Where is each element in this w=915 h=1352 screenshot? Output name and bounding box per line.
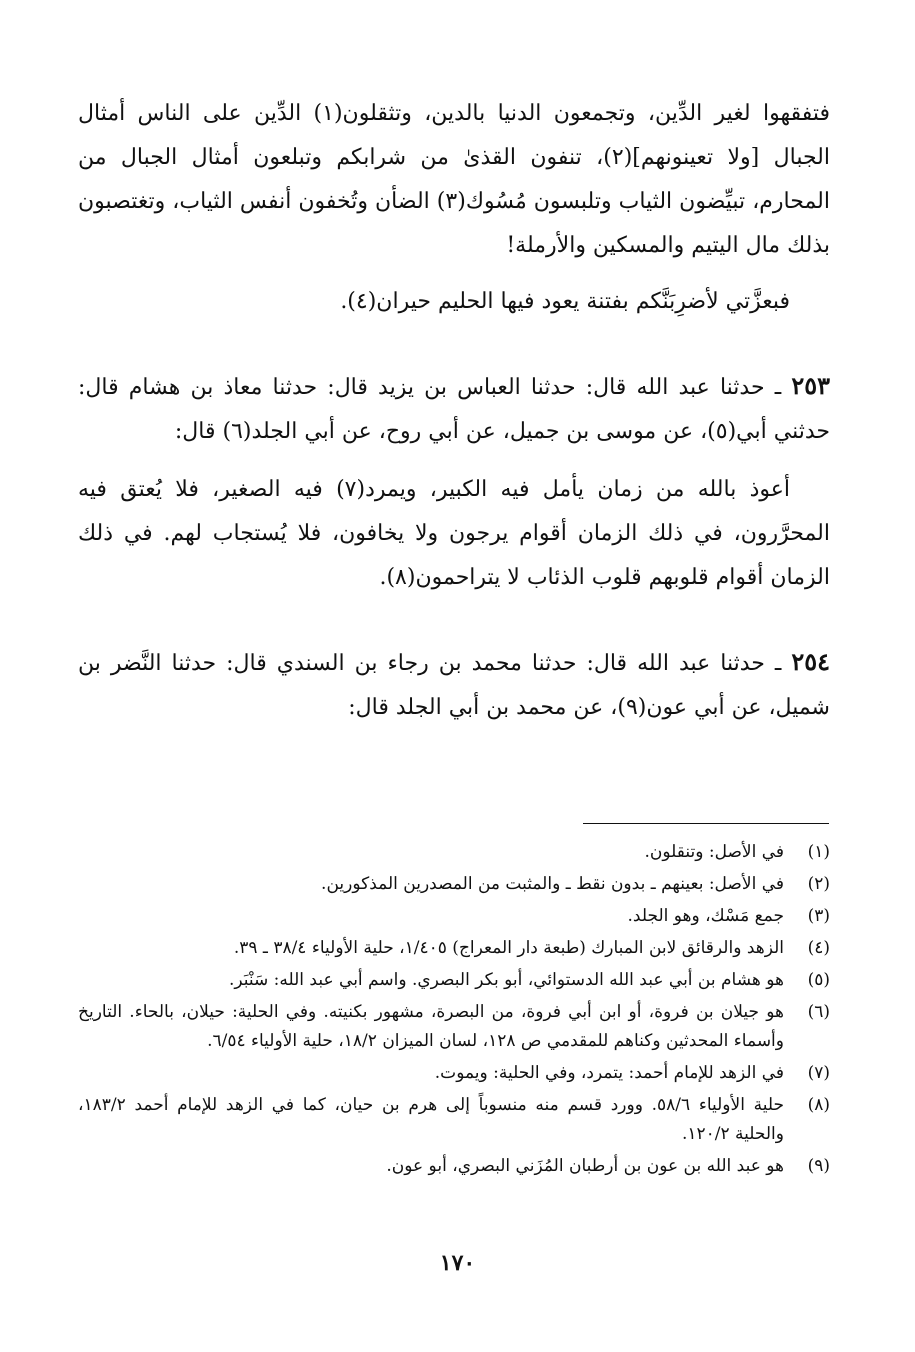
verse-line: فبعزَّتي لأضرِبَنَّكم بفتنة يعود فيها الحليم حيران(٤). — [340, 289, 790, 314]
footnote-text: هو عبد الله بن عون بن أرطبان المُزَني البصري، أبو عون. — [386, 1156, 784, 1176]
footnote — [78, 1152, 830, 1181]
footnote — [78, 966, 830, 995]
footnote-number: (١) — [807, 842, 830, 862]
hadith-253 — [78, 364, 830, 454]
footnote-text: في الزهد للإمام أحمد: يتمرد، وفي الحلية: ويموت. — [434, 1063, 784, 1083]
footnote-text: حلية الأولياء ٥٨/٦. وورد قسم منه منسوباً إلى هرم بن حيان، كما في الزهد للإمام أحمد ١٨٣/٢، والحلية ١٢٠/٢. — [78, 1095, 784, 1144]
footnote-number: (٦) — [807, 1002, 830, 1022]
footnote-number: (٧) — [807, 1063, 830, 1083]
paragraph-1: فتفقهوا لغير الدِّين، وتجمعون الدنيا بالدين، وتثقلون(١) الدِّين على الناس أمثال الجبال [ولا تعينونهم](٢)، تنفون القذىٰ من شرابكم وتبلعون أمثال الجبال من المحارم، تبيِّضون الثياب وتلبسون مُسُوك(٣) الضأن وتُخفون أنفس الثياب، وتغتصبون بذلك مال اليتيم والمسكين والأرملة! — [78, 101, 831, 258]
hadith-number-253: ٢٥٣ — [791, 371, 830, 400]
footnote — [78, 934, 830, 963]
hadith-254-text: ـ حدثنا عبد الله قال: حدثنا محمد بن رجاء بن السندي قال: حدثنا النَّضر بن شميل، عن أبي عون(٩)، عن محمد بن أبي الجلد قال: — [78, 651, 830, 720]
footnote — [78, 838, 830, 867]
footnote-text: في الأصل: وتنقلون. — [644, 842, 784, 862]
footnote — [78, 998, 830, 1056]
footnotes — [78, 838, 830, 1184]
page-number: ١٧٠ — [439, 1250, 476, 1276]
footnote-number: (٨) — [807, 1095, 830, 1115]
footnote-text: هو جيلان بن فروة، أو ابن أبي فروة، من البصرة، مشهور بكنيته. وفي الحلية: حيلان، بالحاء. التاريخ وأسماء المحدثين وكناهم للمقدمي ص ١٢٨، لسان الميزان ١٨/٢، حلية الأولياء ٦/٥٤. — [78, 1002, 784, 1051]
hadith-number-254: ٢٥٤ — [791, 647, 830, 676]
footnote — [78, 870, 830, 899]
footnote-number: (٢) — [807, 874, 830, 894]
footnote-number: (٥) — [807, 970, 830, 990]
hadith-253-quote: أعوذ بالله من زمان يأمل فيه الكبير، ويمرد(٧) فيه الصغير، فلا يُعتق فيه المحرَّرون، في ذلك الزمان أقوام يرجون ولا يخافون، فلا يُستجاب لهم. في ذلك الزمان أقوام قلوبهم قلوب الذئاب لا يتراحمون(٨). — [78, 477, 830, 590]
footnote-text: في الأصل: بعينهم ـ بدون نقط ـ والمثبت من المصدرين المذكورين. — [321, 874, 784, 894]
hadith-253-text: ـ حدثنا عبد الله قال: حدثنا العباس بن يزيد قال: حدثنا معاذ بن هشام قال: حدثني أبي(٥)، عن موسى بن جميل، عن أبي روح، عن أبي الجلد(٦) قال: — [78, 375, 830, 444]
footnote — [78, 1091, 830, 1149]
footnote-number: (٩) — [807, 1156, 830, 1176]
footnote — [78, 1059, 830, 1088]
footnote-text: جمع مَسْك، وهو الجلد. — [627, 906, 784, 926]
footnote — [78, 902, 830, 931]
footnote-text: الزهد والرقائق لابن المبارك (طبعة دار المعراج) ١/٤٠٥، حلية الأولياء ٣٨/٤ ـ ٣٩. — [233, 938, 784, 958]
footnote-number: (٣) — [807, 906, 830, 926]
footnote-separator — [583, 823, 829, 824]
hadith-254 — [78, 640, 830, 730]
main-text — [78, 92, 830, 730]
footnote-text: هو هشام بن أبي عبد الله الدستوائي، أبو بكر البصري. واسم أبي عبد الله: سَنْبَر. — [228, 970, 784, 990]
footnote-number: (٤) — [807, 938, 830, 958]
